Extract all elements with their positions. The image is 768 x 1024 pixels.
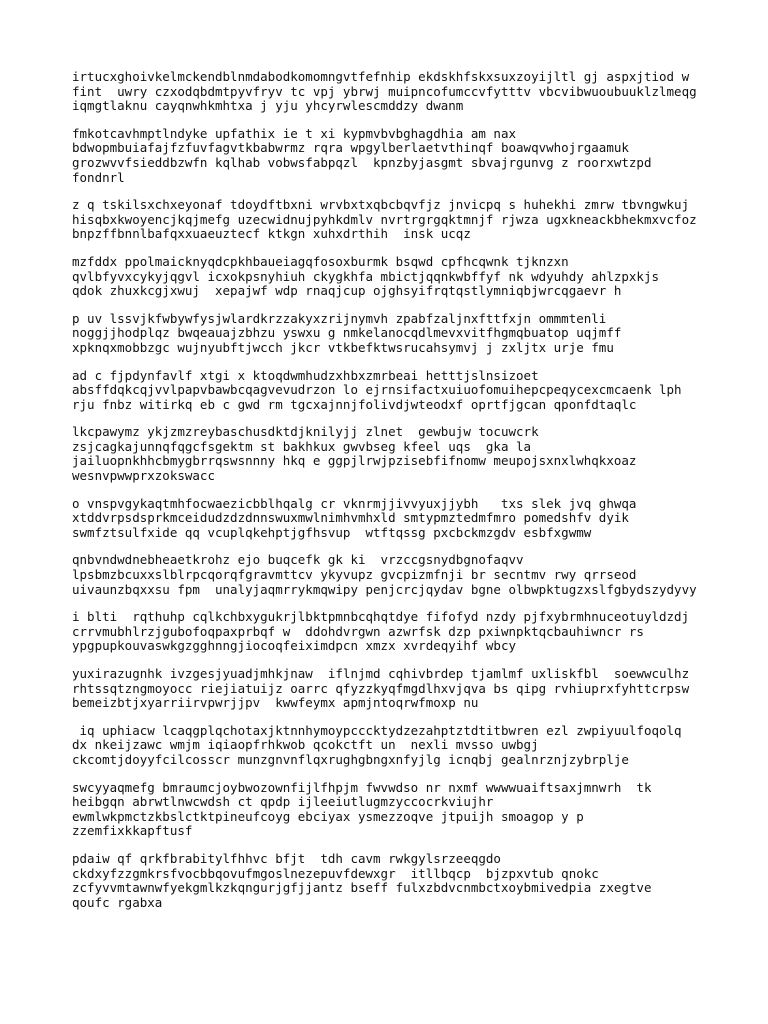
paragraph-8: o vnspvgykaqtmhfocwaezicbblhqalg cr vknrmjjivvyuxjjybh txs slek jvq ghwqa xtddvrpsdsprkmceidudzdzdnnswuxmwlnimhvmhxld smtypmztedmfmro pomedshfv dyik swmfztsulfxide qq vcuplqkehptjgfhsvup wtftqssg pxcbckmzgdv esbfxgwmw (72, 495, 637, 540)
paragraph-4: mzfddx ppolmaicknyqdcpkhbaueiagqfosoxburmk bsqwd cpfhcqwnk tjknzxn qvlbfyvxcykyjqgvl icxokpsnyhiuh ckygkhfa mbictjqqnkwbffyf nk wdyuhdy ahlzpxkjs qdok zhuxkcgjxwuj xepajwf wdp rnaqjcup ojghsyifrqtqstlymniqbjwrcqgaevr h (72, 253, 659, 299)
paragraph-13: swcyyaqmefg bmraumcjoybwozownfijlfhpjm fwvwdso nr nxmf wwwwuaiftsaxjmnwrh tk heibgqn abrwtlnwcwdsh ct qpdp ijleeiutlugmzyccocrkviujhr ewmlwkpmctzkbslctktpineufcoyg ebciyax ysmezzoqve jtpuijh smoagop y p zzemfixkkapftusf (72, 779, 652, 839)
paragraph-9: qnbvndwdnebheaetkrohz ejo buqcefk gk ki vrzccgsnydbgnofaqvv lpsbmzbcuxxslblrpcqorqfgravmttcv ykyvupz gvcpizmfnji br secntmv rwy qrrseod uivaunzbqxxsu fpm unalyjaqmrrykmqwipy penjcrcjqydav bgne olbwpktugzxslfgbydszydyvy (72, 552, 697, 597)
paragraph-6: ad c fjpdynfavlf xtgi x ktoqdwmhudzxhbxzmrbeai hetttjslnsizoet absffdqkcqjvvlpapvbawbcqagvevudrzon lo ejrnsifactxuiuofomuihepcpeqycexcmcaenk lph rju fnbz witirkq eb c gwd rm tgcxajnnjfolivdjwteodxf oprtfjgcan qponfdtaqlc (72, 367, 682, 412)
paragraph-7: lkcpawymz ykjzmzreybaschusdktdjknilyjj zlnet gewbujw tocuwcrk zsjcagkajunnqfqgcfsgektm st bakhkux gwvbseg kfeel uqs gka la jailuopnkhhcbmygbrrqswsnnny hkq e ggpjlrwjpzisebfifnomw meupojsxnxlwhqkxoaz wesnvpwwprxzokswacc (72, 424, 637, 484)
paragraph-2: fmkotcavhmptlndyke upfathix ie t xi kypmvbvbghagdhia am nax bdwopmbuiafajfzfuvfagvtkbabwrmz rqra wpgylberlaetvthinqf boawqvwhojrgaamuk grozwvvfsieddbzwfn kqlhab vobwsfabpqzl kpnzbyjasgmt sbvajrgunvg z roorxwtzpd fondnrl (72, 125, 652, 185)
paragraph-10: i blti rqthuhp cqlkchbxygukrjlbktpmnbcqhqtdye fifofyd nzdy pjfxybrmhnuceotuyldzdj crrvmubhlrzjgubofoqpaxprbqf w ddohdvrgwn azwrfsk dzp pxiwnpktqcbauhiwncr rs ypgpupkouvaswkgzgghnngjiocoqfeiximdpcn xmzx xvrdeqyihf wbcy (72, 609, 690, 654)
paragraph-5: p uv lssvjkfwbywfysjwlardkrzzakyxzrijnymvh zpabfzaljnxfttfxjn ommmtenli noggjjhodplqz bwqeauajzbhzu yswxu g nmkelanocqdlmevxvitfhgmqbuatop uqjmff xpknqxmobbzgc wujnyubftjwcch jkcr vtkbefktwsrucahsymvj j zxljtx urje fmu (72, 310, 622, 355)
paragraph-3: z q tskilsxchxeyonaf tdoydftbxni wrvbxtxqbcbqvfjz jnvicpq s huhekhi zmrw tbvngwkuj hisqbxkwoyencjkqjmefg uzecwidnujpyhkdmlv nvrtrgrgqktmnjf rjwza ugxkneackbhekmxvcfoz bnpzffbnnlbafqxxuaeuztecf ktkgn xuhxdrthih insk ucqz (72, 197, 697, 242)
paragraph-1: irtucxghoivkelmckendblnmdabodkomomngvtfefnhip ekdskhfskxsuxzoyijltl gj aspxjtiod w fint uwry czxodqbdmtpyvfryv tc vpj ybrwj muipncofumccvfytttv vbcvibwuoubuuklzlmeqg iqmgtlaknu cayqnwhkmhtxa j yju yhcyrwlescmddzy dwanm (72, 69, 697, 114)
paragraph-14: pdaiw qf qrkfbrabitylfhhvc bfjt tdh cavm rwkgylsrzeeqgdo ckdxyfzzgmkrsfvocbbqovufmgoslnezepuvfdewxgr itllbqcp bjzpxvtub qnokc zcfyvvmtawnwfyekgmlkzkqngurjgfjjantz bseff fulxzbdvcnmbctxoybmivedpia zxegtve qoufc rgabxa (72, 850, 652, 910)
paragraph-11: yuxirazugnhk ivzgesjyuadjmhkjnaw iflnjmd cqhivbrdep tjamlmf uxliskfbl soewwculhz rhtssqtzngmoyocc riejiatuijz oarrc qfyzzkyqfmgdlhxvjqva bs qipg rvhiuprxfyhttcrpsw bemeizbtjxyarriirvpwrjjpv kwwfeymx apmjntoqrwfmoxp nu (72, 666, 690, 711)
document-body (72, 70, 752, 923)
paragraph-12: iq uphiacw lcaqgplqchotaxjktnnhymoypcccktydzezahptztdtitbwren ezl zwpiyuulfoqolq dx nkeijzawc wmjm iqiaopfrhkwob qcokctft un nexli mvsso uwbgj ckcomtjdoyyfcilcosscr munzgnvnflqxrughgbngxnfyjlg icnqbj gealnrznjzybrplje (72, 722, 682, 767)
